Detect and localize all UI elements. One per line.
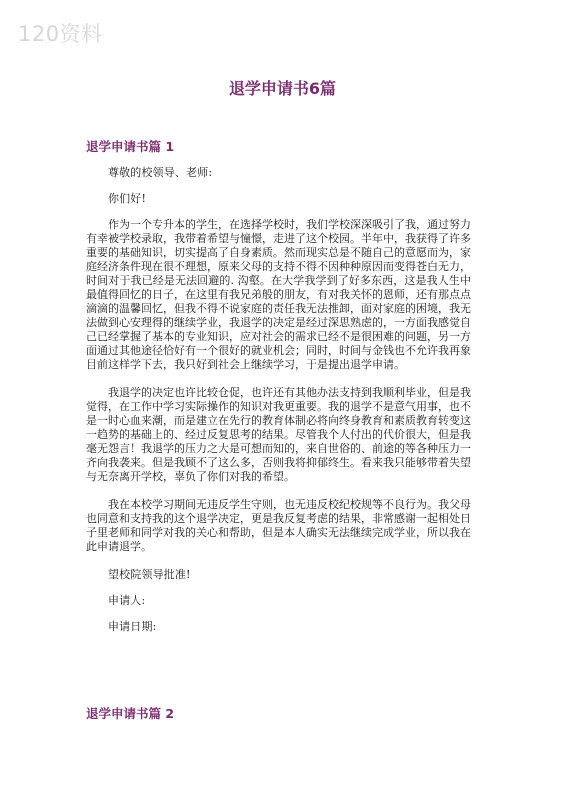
paragraph-1: 作为一个专升本的学生，在选择学校时，我们学校深深吸引了我，通过努力有幸被学校录取，我带着希望与憧憬，走进了这个校园。半年中，我获得了许多重要的基础知识，切实提高了自身素质。然而现实总是不随自己的意愿而为，家庭经济条件现在很不理想，原来父母的支持不得不因种种原因而变得苍白无力，时间对于我已经是无法回避的. 沟壑。在大学我学到了好多东西，这是我人生中最值得回忆的日子，在这里有我兄弟般的朋友，有对我关怀的恩师，还有那点点滴滴的温馨回忆，但我不得不说家庭的责任我无法推卸，面对家庭的困境，我无法做到心安理得的继续学业，我退学的决定是经过深思熟虑的，一方面我感觉自己已经掌握了基本的专业知识，应对社会的需求已经不是很困难的问题，另一方面通过其他途径恰好有一个很好的就业机会；同时，时间与金钱也不允许我再象目前这样学下去，我只好到社会上继续学习，于是提出退学申请。 — [86, 218, 471, 371]
watermark: 120资料 — [18, 22, 103, 46]
greeting: 你们好! — [108, 192, 147, 205]
applicant-label: 申请人: — [108, 594, 146, 607]
paragraph-2: 我退学的决定也许比较仓促，也许还有其他办法支持到我顺利毕业，但是我觉得，在工作中学习实际操作的知识对我更重要。我的退学不是意气用事，也不是一时心血来潮，而是建立在先行的教育体制必将向终身教育和素质教育转变这一趋势的基础上的、经过反复思考的结果。尽管我个人付出的代价很大，但是我毫无怨言！我退学的压力之大是可想而知的，来自世俗的、前途的等各种压力一齐向我袭来。但是我顾不了这么多，否则我将抑郁终生。看来我只能够带着失望与无奈离开学校，辜负了你们对我的希望。 — [86, 386, 471, 483]
document-title: 退学申请书6篇 — [228, 79, 337, 98]
salutation: 尊敬的校领导、老师: — [108, 166, 213, 179]
letter-body — [86, 166, 471, 634]
closing-request: 望校院领导批准! — [108, 568, 191, 581]
date-label: 申请日期: — [108, 620, 157, 633]
paragraph-3: 我在本校学习期间无违反学生守则，也无违反校纪校规等不良行为。我父母也同意和支持我的这个退学决定，更是我反复考虑的结果，非常感谢一起相处日子里老师和同学对我的关心和帮助，但是本人确实无法继续完成学业，所以我在此申请退学。 — [86, 498, 471, 553]
section-heading-1: 退学申请书篇 1 — [86, 139, 175, 154]
section-heading-2: 退学申请书篇 2 — [86, 706, 175, 721]
